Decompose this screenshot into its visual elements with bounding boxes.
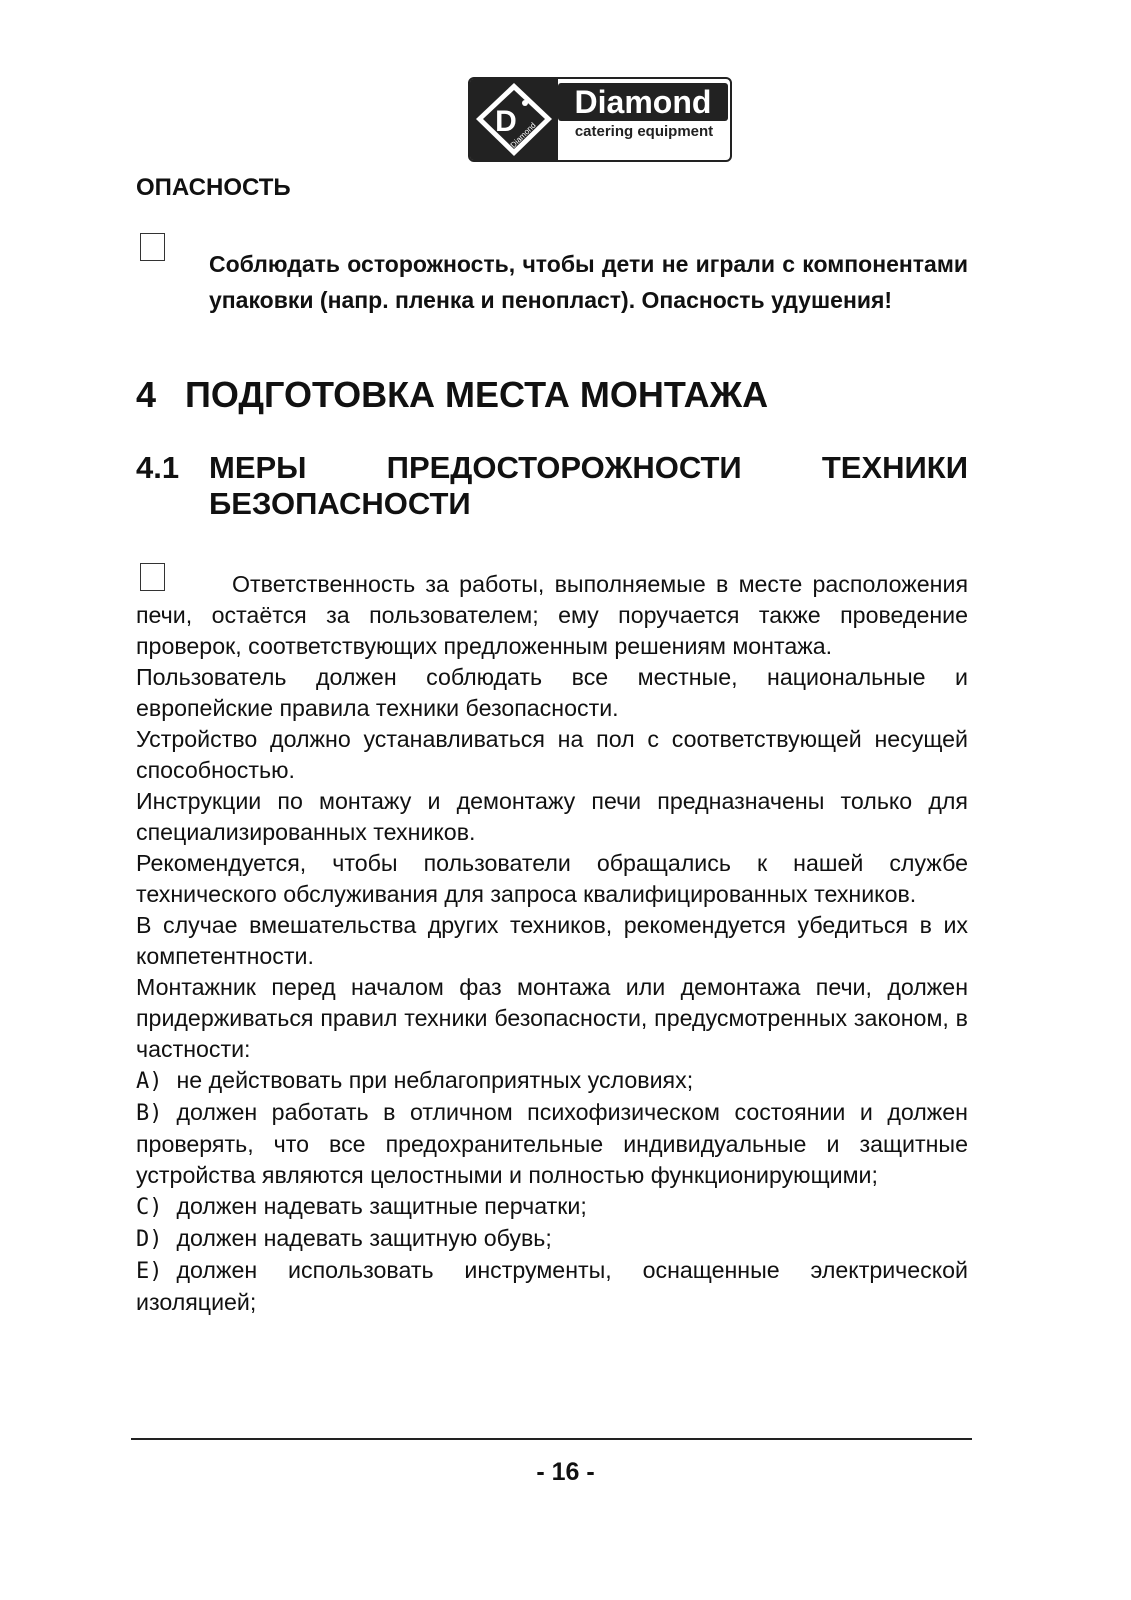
list-item-text: должен использовать инструменты, оснащенные электрической изоляцией; xyxy=(136,1257,968,1315)
list-item xyxy=(136,1191,968,1223)
section-heading xyxy=(136,373,768,417)
subsection-title-line2: БЕЗОПАСНОСТИ xyxy=(209,486,471,521)
warning-checkbox-icon xyxy=(140,233,165,261)
list-item xyxy=(136,1097,968,1191)
page-number: - 16 - xyxy=(536,1458,595,1486)
list-item-mark: D) xyxy=(136,1227,163,1252)
paragraph: Инструкции по монтажу и демонтажу печи предназначены только для специализированных техников. xyxy=(136,788,968,845)
list-item-text: должен работать в отличном психофизическом состоянии и должен проверять, что все предохранительные индивидуальные и защитные устройства являются целостными и полностью функционирующими; xyxy=(136,1099,968,1188)
list-item xyxy=(136,1255,968,1318)
subsection-title-word: ТЕХНИКИ xyxy=(821,450,968,485)
subsection-title-word: ПРЕДОСТОРОЖНОСТИ xyxy=(386,450,742,485)
paragraph: Рекомендуется, чтобы пользователи обращались к нашей службе технического обслуживания для запроса квалифицированных техников. xyxy=(136,850,968,907)
paragraph: В случае вмешательства других техников, рекомендуется убедиться в их компетентности. xyxy=(136,912,968,969)
list-item-mark: B) xyxy=(136,1101,163,1126)
list-item-text: должен надевать защитные перчатки; xyxy=(176,1193,587,1219)
warning-text: Соблюдать осторожность, чтобы дети не играли с компонентами упаковки (напр. пленка и пенопласт). Опасность удушения! xyxy=(209,251,968,313)
body-text xyxy=(136,569,968,1318)
list-item xyxy=(136,1223,968,1255)
list-item-mark: A) xyxy=(136,1069,163,1094)
logo-mark-text: Diamond xyxy=(508,120,538,150)
paragraph: Пользователь должен соблюдать все местные, национальные и европейские правила техники безопасности. xyxy=(136,664,968,721)
section-title: ПОДГОТОВКА МЕСТА МОНТАЖА xyxy=(185,374,769,415)
paragraph: Ответственность за работы, выполняемые в месте расположения печи, остаётся за пользователем; ему поручается также проведение проверок, соответствующих предложенным решениям монтажа. xyxy=(136,571,968,659)
list-item-text: не действовать при неблагоприятных условиях; xyxy=(176,1067,694,1093)
list-item xyxy=(136,1065,968,1097)
footer-rule xyxy=(131,1438,972,1440)
paragraph: Устройство должно устанавливаться на пол с соответствующей несущей способностью. xyxy=(136,726,968,783)
brand-logo xyxy=(468,77,732,162)
logo-mark-letter: D xyxy=(495,105,517,138)
logo-tagline: catering equipment xyxy=(574,123,714,140)
list-item-mark: E) xyxy=(136,1259,163,1284)
diamond-logo-icon xyxy=(470,79,558,160)
list-item-mark: C) xyxy=(136,1195,163,1220)
subsection-title-line1 xyxy=(209,450,968,486)
subsection-title-word: МЕРЫ xyxy=(209,450,307,485)
logo-brand-name: Diamond xyxy=(558,83,728,121)
subsection-number: 4.1 xyxy=(136,450,180,485)
danger-heading: ОПАСНОСТЬ xyxy=(136,174,291,201)
paragraph: Монтажник перед началом фаз монтажа или демонтажа печи, должен придерживаться правил техники безопасности, предусмотренных законом, в частности: xyxy=(136,974,968,1062)
section-number: 4 xyxy=(136,374,157,415)
list-item-text: должен надевать защитную обувь; xyxy=(176,1225,552,1251)
